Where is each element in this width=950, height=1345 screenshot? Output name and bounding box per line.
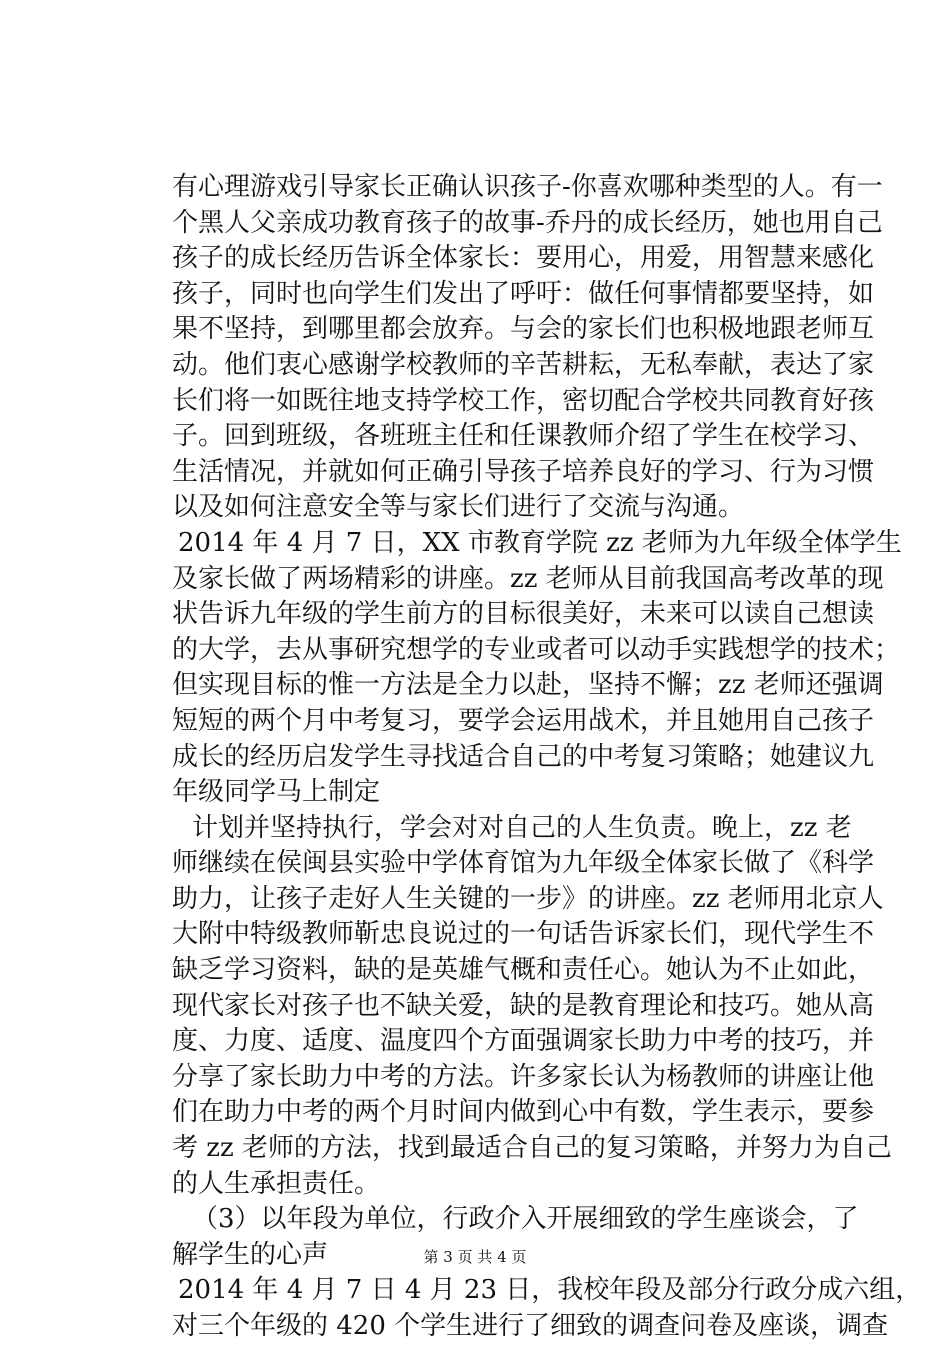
text-line: 状告诉九年级的学生前方的目标很美好，未来可以读自己想读	[172, 599, 875, 630]
text-line: 长们将一如既往地支持学校工作，密切配合学校共同教育好孩	[172, 385, 875, 416]
body-text	[172, 170, 922, 1345]
text-line: 年级同学马上制定	[172, 777, 381, 808]
text-line: 成长的经历启发学生寻找适合自己的中考复习策略；她建议九	[172, 741, 875, 772]
text-line: 但实现目标的惟一方法是全力以赴，坚持不懈；zz 老师还强调	[172, 670, 884, 701]
text-line: 动。他们衷心感谢学校教师的辛苦耕耘，无私奉献，表达了家	[172, 349, 875, 380]
text-line: 生活情况，并就如何正确引导孩子培养良好的学习、行为习惯	[172, 456, 875, 487]
text-line: 以及如何注意安全等与家长们进行了交流与沟通。	[172, 492, 745, 523]
text-line: 的人生承担责任。	[172, 1168, 381, 1199]
text-line: 缺乏学习资料，缺的是英雄气概和责任心。她认为不止如此，	[172, 955, 875, 986]
text-line: 的大学，去从事研究想学的专业或者可以动手实践想学的技术；	[172, 634, 901, 665]
text-line: 短短的两个月中考复习，要学会运用战术，并且她用自己孩子	[172, 705, 875, 736]
text-line: 孩子的成长经历告诉全体家长：要用心，用爱，用智慧来感化	[172, 243, 875, 274]
text-line: 子。回到班级，各班班主任和任课教师介绍了学生在校学习、	[172, 421, 875, 452]
text-line: 计划并坚持执行，学会对对自己的人生负责。晚上，zz 老	[192, 812, 852, 843]
text-line: 度、力度、适度、温度四个方面强调家长助力中考的技巧，并	[172, 1026, 875, 1057]
page-number-footer: 第 3 页 共 4 页	[423, 1248, 527, 1266]
text-line: 们在助力中考的两个月时间内做到心中有数，学生表示，要参	[172, 1097, 875, 1128]
text-line: 考 zz 老师的方法，找到最适合自己的复习策略，并努力为自己	[172, 1133, 892, 1164]
text-line: 师继续在侯闽县实验中学体育馆为九年级全体家长做了《科学	[172, 848, 875, 879]
text-line: 解学生的心声	[172, 1239, 329, 1270]
text-line: 孩子，同时也向学生们发出了呼吁：做任何事情都要坚持，如	[172, 278, 875, 309]
text-line: 分享了家长助力中考的方法。许多家长认为杨教师的讲座让他	[172, 1061, 875, 1092]
text-line: 2014 年 4 月 7 日 4 月 23 日，我校年段及部分行政分成六组，	[178, 1275, 922, 1306]
text-line: 助力，让孩子走好人生关键的一步》的讲座。zz 老师用北京人	[172, 883, 884, 914]
text-line: 及家长做了两场精彩的讲座。zz 老师从目前我国高考改革的现	[172, 563, 884, 594]
text-line: 现代家长对孩子也不缺关爱，缺的是教育理论和技巧。她从高	[172, 990, 875, 1021]
text-line: 2014 年 4 月 7 日，XX 市教育学院 zz 老师为九年级全体学生	[178, 527, 902, 558]
text-line: 果不坚持，到哪里都会放弃。与会的家长们也积极地跟老师互	[172, 314, 875, 345]
text-line: （3）以年段为单位，行政介入开展细致的学生座谈会，了	[192, 1204, 859, 1235]
text-line: 个黑人父亲成功教育孩子的故事-乔丹的成长经历，她也用自己	[172, 207, 883, 238]
text-line: 大附中特级教师靳忠良说过的一句话告诉家长们，现代学生不	[172, 919, 875, 950]
text-line: 对三个年级的 420 个学生进行了细致的调查问卷及座谈，调查	[172, 1311, 889, 1341]
text-line: 有心理游戏引导家长正确认识孩子-你喜欢哪种类型的人。有一	[172, 172, 883, 202]
